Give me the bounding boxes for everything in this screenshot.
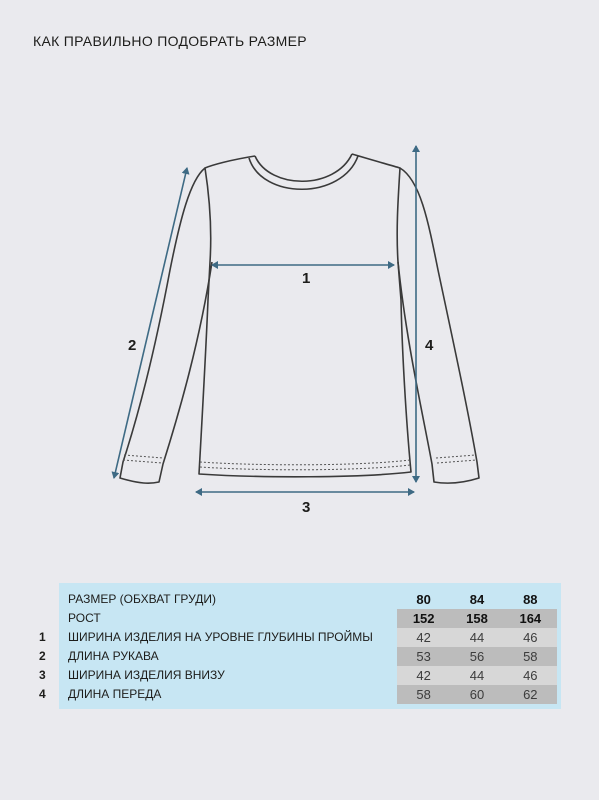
cell-value: 46 xyxy=(523,630,538,645)
row-values xyxy=(397,590,557,609)
table-row xyxy=(59,590,561,609)
cell-value: 80 xyxy=(416,592,431,607)
cell-value: 152 xyxy=(412,611,435,626)
measure-label-4: 4 xyxy=(425,337,434,354)
cell-value: 88 xyxy=(523,592,538,607)
table-row xyxy=(59,609,561,628)
row-values xyxy=(397,685,557,704)
row-values xyxy=(397,666,557,685)
sweater-outline xyxy=(120,154,479,483)
cell-value: 84 xyxy=(469,592,485,607)
cell-value: 60 xyxy=(469,687,485,702)
table-row xyxy=(39,628,561,647)
table-row xyxy=(39,666,561,685)
row-number: 4 xyxy=(39,687,46,701)
stitch-lines xyxy=(123,455,477,470)
measure-label-3: 3 xyxy=(302,499,311,516)
row-number: 3 xyxy=(39,668,46,682)
row-values xyxy=(397,628,557,647)
measurement-arrows xyxy=(114,146,416,492)
row-label: ДЛИНА ПЕРЕДА xyxy=(68,687,162,701)
row-label: ШИРИНА ИЗДЕЛИЯ НА УРОВНЕ ГЛУБИНЫ ПРОЙМЫ xyxy=(68,630,373,644)
cell-value: 53 xyxy=(416,649,431,664)
row-label: ДЛИНА РУКАВА xyxy=(68,649,159,663)
cell-value: 164 xyxy=(519,611,542,626)
cell-value: 58 xyxy=(523,649,538,664)
table-row xyxy=(39,685,561,704)
measure-label-1: 1 xyxy=(302,270,311,287)
page-title: КАК ПРАВИЛЬНО ПОДОБРАТЬ РАЗМЕР xyxy=(33,33,307,49)
cell-value: 42 xyxy=(416,630,431,645)
row-label: ШИРИНА ИЗДЕЛИЯ ВНИЗУ xyxy=(68,668,225,682)
row-values xyxy=(397,609,557,628)
row-number: 2 xyxy=(39,649,46,663)
cell-value: 46 xyxy=(523,668,538,683)
cell-value: 58 xyxy=(416,687,431,702)
row-number: 1 xyxy=(39,630,46,644)
size-table xyxy=(39,583,561,709)
cell-value: 56 xyxy=(469,649,485,664)
row-values xyxy=(397,647,557,666)
table-row xyxy=(39,647,561,666)
measure-label-2: 2 xyxy=(128,337,137,354)
cell-value: 158 xyxy=(466,611,488,626)
row-label: РАЗМЕР (ОБХВАТ ГРУДИ) xyxy=(68,592,217,606)
arrow-2 xyxy=(114,168,187,478)
row-label: РОСТ xyxy=(68,611,101,625)
cell-value: 62 xyxy=(523,687,538,702)
cell-value: 44 xyxy=(469,668,485,683)
cell-value: 44 xyxy=(469,630,485,645)
cell-value: 42 xyxy=(416,668,431,683)
